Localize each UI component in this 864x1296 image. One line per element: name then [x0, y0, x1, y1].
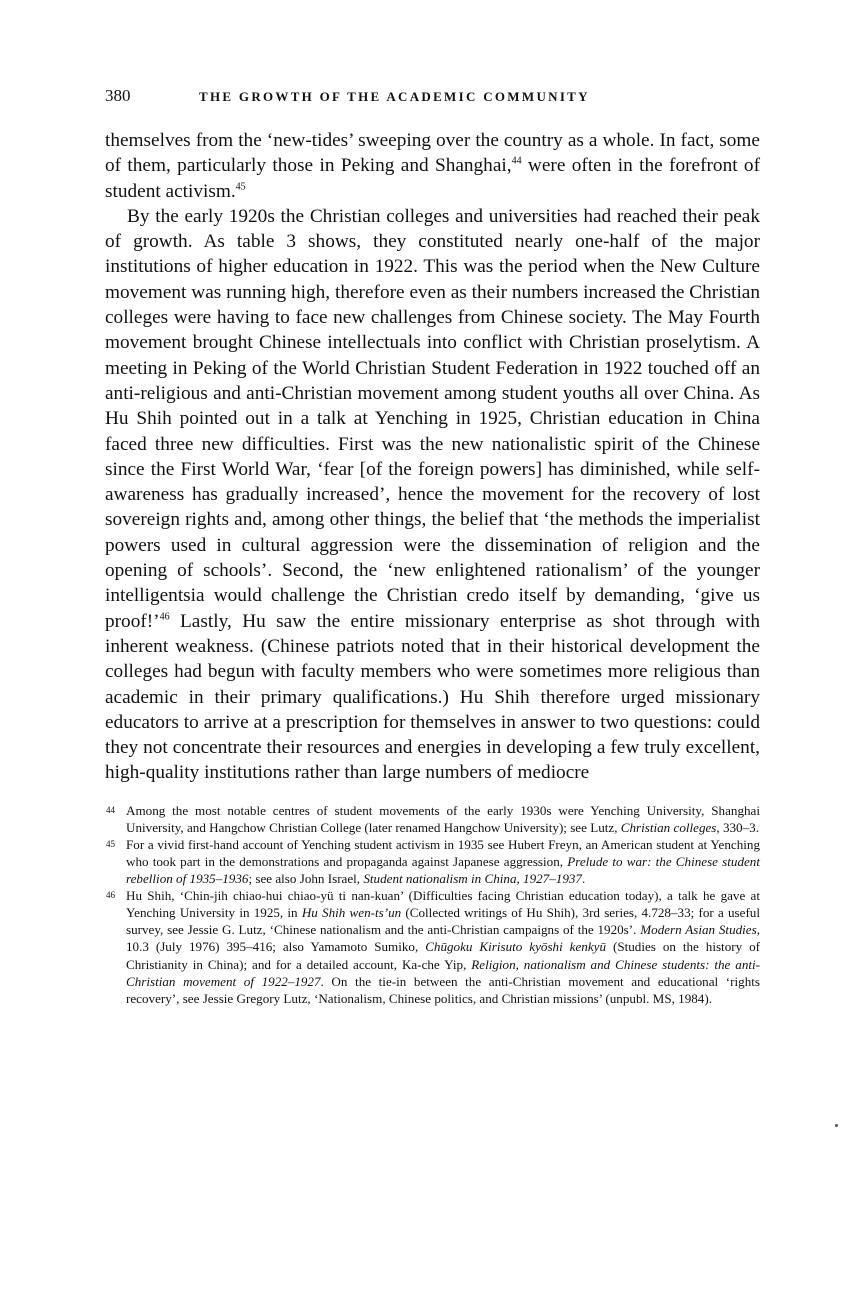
scan-speck — [835, 1124, 838, 1127]
footnote-text: Hu Shih, ‘Chin-jih chiao-hui chiao-yü ti nan-kuan’ (Difficulties facing Christian education today), a talk he gave at Yenching University in 1925, in Hu Shih wen-ts’un (Collected writings of Hu Shih), 3rd series, 4.728–33; for a useful survey, see Jessie G. Lutz, ‘Chinese nationalism and the anti-Christian campaigns of the 1920s’. Modern Asian Studies, 10.3 (July 1976) 395–416; also Yamamoto Sumiko, Chūgoku Kirisuto kyōshi kenkyū (Studies on the history of Christianity in China); and for a detailed account, Ka-che Yip, Religion, nationalism and Chinese students: the anti-Christian movement of 1922–1927. On the tie-in between the anti-Christian movement and educational ‘rights recovery’, see Jessie Gregory Lutz, ‘Nationalism, Chinese politics, and Christian missions’ (unpubl. MS, 1984). — [126, 888, 760, 1006]
footnote-ref-46: 46 — [159, 611, 170, 623]
paragraph-1 — [105, 128, 760, 204]
paragraph-text: themselves from the ‘new-tides’ sweeping over the country as a whole. In fact, some of them, particularly those in Peking and Shanghai, — [105, 130, 760, 177]
footnote-ref-44: 44 — [511, 155, 522, 167]
footnote-number: 46 — [106, 890, 115, 901]
paragraph-2 — [105, 204, 760, 786]
running-head — [105, 86, 760, 114]
paragraph-text: Lastly, Hu saw the entire missionary enterprise as shot through with inherent weakness. (Chinese patriots noted that in their historical development the colleges had begun with faculty members who were sometimes more religious than academic in their primary qualifications.) Hu Shih therefore urged missionary educators to arrive at a prescription for themselves in answer to two questions: could they not concentrate their resources and energies in developing a few truly excellent, high-quality institutions rather than large numbers of mediocre — [105, 610, 760, 784]
footnote-number: 45 — [106, 838, 115, 849]
footnote-text: For a vivid first-hand account of Yenching student activism in 1935 see Hubert Freyn, an American student at Yenching who took part in the demonstrations and propaganda against Japanese aggression, Prelude to war: the Chinese student rebellion of 1935–1936; see also John Israel, Student nationalism in China, 1927–1937. — [126, 836, 760, 887]
footnote-number: 44 — [106, 804, 115, 815]
body-text — [105, 128, 760, 786]
running-title: THE GROWTH OF THE ACADEMIC COMMUNITY — [199, 89, 590, 104]
footnote-44 — [105, 802, 760, 836]
page-number: 380 — [105, 86, 131, 105]
footnote-ref-45: 45 — [235, 181, 246, 193]
footnote-text: Among the most notable centres of student movements of the early 1930s were Yenching University, Shanghai University, and Hangchow Christian College (later renamed Hangchow University); see Lutz, Christian colleges, 330–3. — [126, 802, 760, 835]
footnote-45 — [105, 836, 760, 887]
paragraph-text: By the early 1920s the Christian colleges and universities had reached their peak of growth. As table 3 shows, they constituted nearly one-half of the major institutions of higher education in 1922. This was the period when the New Culture movement was running high, therefore even as their numbers increased the Christian colleges were having to face new challenges from Chinese society. The May Fourth movement brought Chinese intellectuals into conflict with Christian proselytism. A meeting in Peking of the World Christian Student Federation in 1922 touched off an anti-religious and anti-Christian movement among student youths all over China. As Hu Shih pointed out in a talk at Yenching in 1925, Christian education in China faced three new difficulties. First was the new nationalistic spirit of the Chinese since the First World War, ‘fear [of the foreign powers] has diminished, while self-awareness has gradually increased’, hence the movement for the recovery of lost sovereign rights and, among other things, the belief that ‘the methods the imperialist powers used in cultural aggression were the dissemination of religion and the opening of schools’. Second, the ‘new enlightened rationalism’ of the younger intelligentsia would challenge the Christian credo itself by demanding, ‘give us proof!’ — [105, 205, 760, 632]
book-page — [105, 86, 760, 1007]
footnotes — [105, 802, 760, 1007]
paragraph-text: were often in the forefront of student activism. — [105, 155, 760, 202]
footnote-46 — [105, 887, 760, 1007]
